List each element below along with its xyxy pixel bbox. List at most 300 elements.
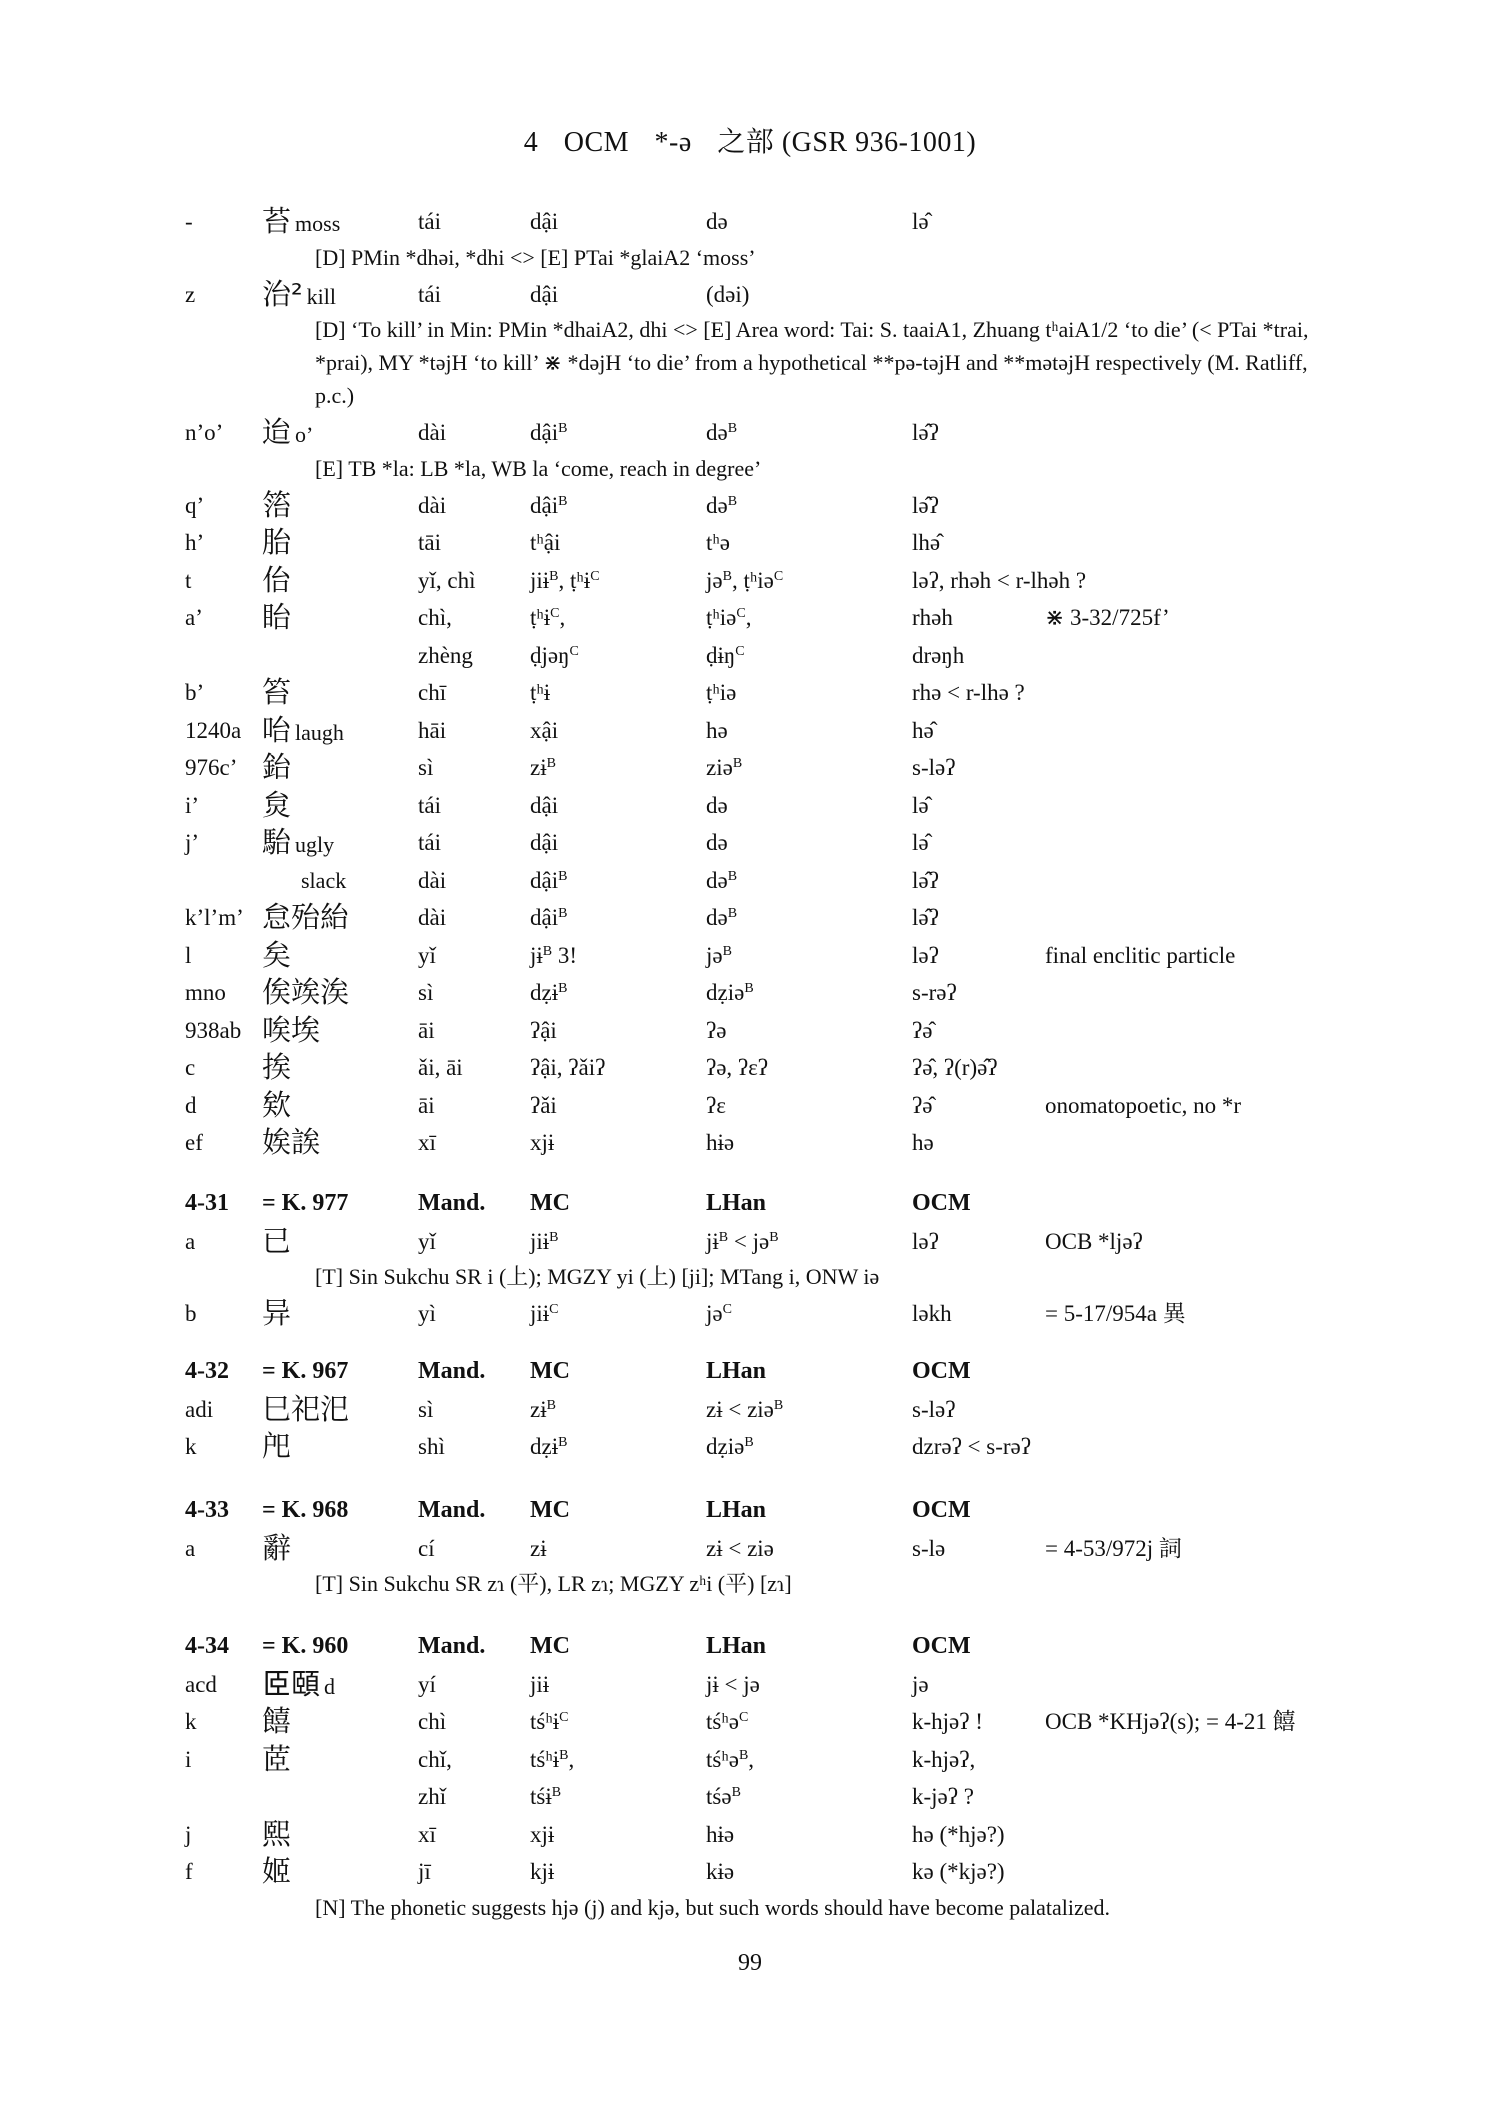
- running-header: [0, 120, 1500, 160]
- character-cell: [262, 1124, 324, 1164]
- middle-chinese: jiɨ$^B$: [530, 1228, 559, 1254]
- entry-row: [0, 1853, 1500, 1891]
- entry-row: [0, 637, 1500, 675]
- character-cell: [262, 487, 295, 527]
- old-chinese-minimal: lə̂ʔ: [912, 867, 939, 893]
- entry-row: [0, 1778, 1500, 1816]
- old-chinese-minimal: s-rəʔ: [912, 980, 957, 1005]
- old-chinese-minimal: ləkh: [912, 1301, 952, 1326]
- middle-chinese: kjɨ: [530, 1859, 555, 1884]
- entry-row: [0, 487, 1500, 525]
- old-chinese-minimal: lə̂ʔ: [912, 492, 939, 518]
- later-han: hə: [706, 717, 728, 743]
- chinese-character: 咍: [262, 712, 292, 747]
- character-cell: [262, 674, 295, 714]
- chinese-character: 欸: [262, 1087, 292, 1122]
- middle-chinese: ṭʰɨ$^C$,: [530, 605, 566, 630]
- karlgren-ref: = K. 977: [262, 1190, 349, 1216]
- entry-block-4-33: [0, 1492, 1500, 1602]
- mandarin-column-header: Mand.: [418, 1633, 486, 1659]
- middle-chinese: dậi: [530, 830, 559, 855]
- entry-row: [0, 599, 1500, 637]
- middle-chinese: zɨ$^B$: [530, 1396, 556, 1422]
- later-han: ʔə, ʔɛʔ: [706, 1055, 768, 1080]
- old-chinese-minimal: s-ləʔ: [912, 1396, 956, 1422]
- english-gloss: kill: [306, 283, 336, 309]
- chinese-character: 怠殆紿: [262, 900, 350, 934]
- old-chinese-minimal: hə: [912, 1130, 934, 1155]
- mandarin-column-header: Mand.: [418, 1497, 486, 1523]
- mandarin-reading: chī: [418, 680, 447, 705]
- mandarin-reading: zhǐ: [418, 1784, 447, 1809]
- rhyme-label: *-ə: [654, 127, 692, 158]
- middle-chinese: xậi: [530, 717, 559, 743]
- entry-block-4-34: [0, 1628, 1500, 1926]
- mandarin-reading: yì: [418, 1301, 436, 1326]
- entry-row: [0, 899, 1500, 937]
- entry-id: a: [185, 1535, 196, 1561]
- section-heading-row: [0, 1628, 1500, 1666]
- later-han: jə$^B$, ṭʰiə$^C$: [706, 567, 784, 593]
- mandarin-reading: dài: [418, 420, 447, 445]
- later-han: kɨə: [706, 1859, 735, 1884]
- entry-id: k: [185, 1709, 197, 1734]
- entry-row: [0, 787, 1500, 825]
- entry-id: t: [185, 567, 192, 593]
- entry-row: [0, 712, 1500, 750]
- character-cell: [262, 599, 295, 639]
- mandarin-reading: sì: [418, 755, 434, 780]
- entry-row: [0, 1124, 1500, 1162]
- rhyme-group-cjk: 之部: [717, 125, 775, 158]
- later-han: (dəi): [706, 281, 750, 307]
- middle-chinese: ʔǎi: [530, 1092, 557, 1118]
- character-cell: [262, 1223, 295, 1263]
- entry-id: n’o’: [185, 420, 224, 445]
- entry-comment: final enclitic particle: [1045, 942, 1236, 968]
- mandarin-reading: āi: [418, 1017, 435, 1043]
- entry-id: -: [185, 209, 193, 234]
- chinese-character: 巳祀汜: [262, 1391, 350, 1426]
- entry-row: [0, 862, 1500, 900]
- later-han: ʔə: [706, 1017, 727, 1043]
- entry-row: [0, 276, 1500, 314]
- entry-row: [0, 1428, 1500, 1466]
- entry-id: i: [185, 1746, 192, 1772]
- character-cell: [262, 974, 353, 1014]
- middle-chinese: zɨ$^B$: [530, 755, 556, 780]
- entry-id: k: [185, 1434, 197, 1459]
- character-cell: [262, 937, 295, 977]
- entry-row: [0, 524, 1500, 562]
- karlgren-ref: = K. 968: [262, 1497, 349, 1523]
- middle-chinese: xjɨ: [530, 1130, 555, 1155]
- mandarin-reading: sì: [418, 980, 434, 1005]
- entry-block-4-30: [0, 203, 1500, 1162]
- middle-chinese: dậi: [530, 209, 559, 234]
- section-number: 4-32: [185, 1358, 229, 1384]
- chinese-character: 箈: [262, 487, 292, 522]
- character-cell: [262, 1666, 335, 1706]
- old-chinese-minimal: s-lə: [912, 1535, 946, 1561]
- later-han: jɨ$^B$ < jə$^B$: [706, 1228, 779, 1254]
- old-chinese-minimal: rhəh: [912, 605, 953, 630]
- english-gloss: o’: [295, 422, 314, 447]
- chinese-character: 戺: [262, 1429, 292, 1463]
- old-chinese-minimal: lə̂ʔ: [912, 905, 939, 930]
- entry-id: h’: [185, 530, 205, 555]
- mandarin-reading: yǐ: [418, 1228, 436, 1254]
- entry-comment: = 5-17/954a 異: [1045, 1301, 1186, 1326]
- later-han: tśʰə$^B$,: [706, 1746, 755, 1772]
- mandarin-reading: xī: [418, 1821, 436, 1847]
- character-cell: [262, 203, 340, 243]
- old-chinese-minimal: lə̂: [912, 209, 929, 234]
- later-han: də$^B$: [706, 492, 738, 518]
- character-cell: [262, 1012, 324, 1052]
- ocm-column-header: OCM: [912, 1497, 971, 1523]
- chinese-character: 駘: [262, 825, 292, 859]
- section-number: 4-34: [185, 1633, 229, 1659]
- old-chinese-minimal: k-hjəʔ !: [912, 1709, 983, 1734]
- mandarin-reading: dài: [418, 905, 447, 930]
- old-chinese-minimal: kə (*kjə?): [912, 1859, 1005, 1884]
- english-gloss: ugly: [295, 832, 335, 857]
- mandarin-reading: shì: [418, 1434, 445, 1459]
- mandarin-reading: hāi: [418, 717, 447, 743]
- entry-id: mno: [185, 980, 226, 1005]
- entry-id: b’: [185, 680, 205, 705]
- entry-id: adi: [185, 1396, 214, 1422]
- later-han: ṭʰiə$^C$,: [706, 605, 752, 630]
- entry-row: [0, 1049, 1500, 1087]
- middle-chinese: tśɨ$^B$: [530, 1784, 562, 1809]
- chinese-character: 𦣞頤: [262, 1666, 321, 1701]
- later-han: jə$^C$: [706, 1301, 732, 1326]
- chinese-character: 迨: [262, 415, 292, 449]
- middle-chinese: ʔậi: [530, 1017, 557, 1043]
- mandarin-reading: jī: [418, 1859, 431, 1884]
- chinese-character: 熙: [262, 1816, 292, 1851]
- later-han: tśə$^B$: [706, 1784, 741, 1809]
- entry-id: k’l’m’: [185, 905, 244, 930]
- later-han: dẓiə$^B$: [706, 1434, 754, 1459]
- character-cell: [262, 899, 353, 939]
- entry-comment: OCB *KHjəʔ(s); = 4-21 饎: [1045, 1709, 1296, 1734]
- later-han: zɨ < ziə$^B$: [706, 1396, 784, 1422]
- middle-chinese: ṭʰɨ: [530, 680, 551, 705]
- entry-row: [0, 1391, 1500, 1429]
- ocm-column-header: OCM: [912, 1190, 971, 1216]
- mandarin-reading: zhèng: [418, 642, 473, 668]
- english-gloss: moss: [295, 211, 341, 236]
- chinese-character: 苔: [262, 204, 292, 238]
- entry-row: [0, 1703, 1500, 1741]
- chinese-character: 辭: [262, 1530, 292, 1565]
- chinese-character: 茝: [262, 1741, 292, 1776]
- middle-chinese: tśʰɨ$^C$: [530, 1709, 569, 1734]
- entry-note: [T] Sin Sukchu SR i (上); MGZY yi (上) [ji]; MTang i, ONW iə: [315, 1264, 880, 1289]
- section-heading-row: [0, 1185, 1500, 1223]
- old-chinese-minimal: k-jəʔ ?: [912, 1784, 974, 1809]
- entry-comment: ⋇ 3-32/725f’: [1045, 605, 1170, 630]
- karlgren-ref: = K. 967: [262, 1358, 349, 1384]
- old-chinese-minimal: hə̂: [912, 717, 934, 743]
- entry-row: [0, 749, 1500, 787]
- later-han: də: [706, 209, 728, 234]
- middle-chinese: dẓɨ$^B$: [530, 1434, 568, 1459]
- character-cell: [262, 1816, 295, 1856]
- entry-block-4-31: [0, 1185, 1500, 1333]
- character-cell: [262, 787, 295, 827]
- entry-row: [0, 1012, 1500, 1050]
- lhan-column-header: LHan: [706, 1633, 767, 1659]
- lhan-column-header: LHan: [706, 1190, 767, 1216]
- later-han: jə$^B$: [706, 942, 732, 968]
- section-number: 4-31: [185, 1190, 229, 1216]
- character-cell: [262, 1703, 295, 1743]
- mandarin-reading: ǎi, āi: [418, 1055, 463, 1080]
- later-han: də: [706, 792, 728, 818]
- later-han: tśʰə$^C$: [706, 1709, 749, 1734]
- chinese-character: 佁: [262, 562, 292, 597]
- character-cell: [262, 1428, 295, 1468]
- chinese-character: 已: [262, 1223, 292, 1258]
- old-chinese-minimal: drəŋh: [912, 642, 965, 668]
- mandarin-reading: tāi: [418, 530, 441, 555]
- mandarin-reading: tái: [418, 209, 441, 234]
- entry-row: [0, 562, 1500, 600]
- mandarin-reading: yí: [418, 1671, 436, 1697]
- entry-id: b: [185, 1301, 197, 1326]
- middle-chinese: dậi$^B$: [530, 905, 568, 930]
- old-chinese-minimal: s-ləʔ: [912, 755, 956, 780]
- middle-chinese: jiɨ$^C$: [530, 1301, 559, 1326]
- middle-chinese: dậi: [530, 281, 559, 307]
- lhan-column-header: LHan: [706, 1497, 767, 1523]
- later-han: də$^B$: [706, 420, 738, 445]
- entry-id: j: [185, 1821, 192, 1847]
- mc-column-header: MC: [530, 1497, 570, 1523]
- entry-row: [0, 974, 1500, 1012]
- middle-chinese: xjɨ: [530, 1821, 555, 1847]
- entry-comment: onomatopoetic, no *r: [1045, 1092, 1242, 1118]
- entry-note: [E] TB *la: LB *la, WB la ‘come, reach in degree’: [315, 455, 762, 481]
- character-cell: [262, 562, 295, 602]
- later-han: ṭʰiə: [706, 680, 737, 705]
- mandarin-reading: tái: [418, 792, 441, 818]
- character-cell: [262, 637, 266, 677]
- old-chinese-minimal: ləʔ: [912, 942, 939, 968]
- later-han: də$^B$: [706, 867, 738, 893]
- entry-row: [0, 1666, 1500, 1704]
- later-han: tʰə: [706, 530, 730, 555]
- entry-id: ef: [185, 1130, 203, 1155]
- chinese-character: 俟竢涘: [262, 975, 350, 1009]
- mandarin-reading: xī: [418, 1130, 436, 1155]
- english-gloss: slack: [301, 867, 347, 893]
- old-chinese-minimal: hə (*hjə?): [912, 1821, 1005, 1847]
- chapter-number: 4: [523, 127, 539, 158]
- middle-chinese: dậi$^B$: [530, 492, 568, 518]
- middle-chinese: jiɨ$^B$, ṭʰɨ$^C$: [530, 567, 600, 593]
- old-chinese-minimal: jə: [912, 1671, 929, 1697]
- mandarin-reading: chì,: [418, 605, 452, 630]
- chinese-character: 笞: [262, 675, 292, 709]
- mandarin-reading: dài: [418, 867, 447, 893]
- old-chinese-minimal: ʔə̂, ʔ(r)ə̂ʔ: [912, 1055, 998, 1080]
- entry-id: a: [185, 1228, 196, 1254]
- middle-chinese: dậi: [530, 792, 559, 818]
- later-han: jɨ < jə: [706, 1671, 760, 1697]
- character-cell: [262, 712, 344, 752]
- middle-chinese: dẓɨ$^B$: [530, 980, 568, 1005]
- later-han: ziə$^B$: [706, 755, 743, 780]
- middle-chinese: tʰậi: [530, 530, 561, 555]
- middle-chinese: dậi$^B$: [530, 420, 568, 445]
- later-han: də: [706, 830, 728, 855]
- mandarin-reading: yǐ: [418, 942, 436, 968]
- section-number: 4-33: [185, 1497, 229, 1523]
- chinese-character: 眙: [262, 600, 292, 634]
- entry-row: [0, 1741, 1500, 1779]
- character-cell: [262, 1087, 295, 1127]
- entry-id: j’: [185, 830, 200, 855]
- character-cell: [262, 1295, 295, 1335]
- entry-row: [0, 824, 1500, 862]
- entry-id: 938ab: [185, 1017, 242, 1043]
- entry-row: [0, 1530, 1500, 1568]
- character-cell: [262, 1391, 353, 1431]
- middle-chinese: ḍjəŋ$^C$: [530, 642, 579, 668]
- mandarin-reading: dài: [418, 492, 447, 518]
- later-han: hɨə: [706, 1130, 735, 1155]
- character-cell: [262, 1741, 295, 1781]
- old-chinese-minimal: lə̂: [912, 830, 929, 855]
- mc-column-header: MC: [530, 1190, 570, 1216]
- old-chinese-minimal: lə̂ʔ: [912, 420, 939, 445]
- chinese-character: 胎: [262, 525, 292, 559]
- english-gloss: laugh: [295, 719, 344, 745]
- mandarin-column-header: Mand.: [418, 1358, 486, 1384]
- entry-id: d: [185, 1092, 197, 1118]
- entry-row: [0, 1223, 1500, 1261]
- entry-comment: = 4-53/972j 詞: [1045, 1535, 1182, 1561]
- chinese-character: 唉埃: [262, 1012, 321, 1047]
- entry-row: [0, 414, 1500, 452]
- middle-chinese: jiɨ: [530, 1671, 550, 1697]
- entry-id: 976c’: [185, 755, 238, 780]
- old-chinese-minimal: ləʔ: [912, 1228, 939, 1254]
- old-chinese-minimal: ʔə̂: [912, 1092, 933, 1118]
- english-gloss: d: [324, 1673, 336, 1699]
- later-han: zɨ < ziə: [706, 1535, 774, 1561]
- later-han: hɨə: [706, 1821, 735, 1847]
- chinese-character: 姬: [262, 1854, 292, 1888]
- later-han: ʔɛ: [706, 1092, 726, 1118]
- character-cell: [262, 524, 295, 564]
- karlgren-ref: = K. 960: [262, 1633, 349, 1659]
- middle-chinese: jɨ$^B$ 3!: [530, 942, 578, 968]
- mc-column-header: MC: [530, 1633, 570, 1659]
- mc-column-header: MC: [530, 1358, 570, 1384]
- entry-id: acd: [185, 1671, 217, 1697]
- chinese-character: 娭誒: [262, 1125, 321, 1159]
- ocm-column-header: OCM: [912, 1633, 971, 1659]
- mandarin-reading: chì: [418, 1709, 447, 1734]
- character-cell: [297, 862, 346, 900]
- entry-id: z: [185, 281, 196, 307]
- chinese-character: 矣: [262, 937, 292, 972]
- gsr-range: (GSR 936-1001): [781, 127, 977, 158]
- character-cell: [262, 749, 295, 789]
- mandarin-reading: tái: [418, 281, 441, 307]
- entry-row: [0, 1295, 1500, 1333]
- page-number: 99: [738, 1950, 762, 1976]
- mandarin-reading: yǐ, chì: [418, 567, 476, 593]
- section-heading-row: [0, 1492, 1500, 1530]
- ocm-label: OCM: [563, 127, 630, 158]
- entry-row: [0, 1087, 1500, 1125]
- character-cell: [262, 414, 313, 454]
- middle-chinese: ʔậi, ʔǎiʔ: [530, 1055, 606, 1080]
- entry-row: [0, 1816, 1500, 1854]
- mandarin-reading: chǐ,: [418, 1746, 452, 1772]
- chinese-character: 治²: [262, 276, 303, 311]
- entry-comment: OCB *ljəʔ: [1045, 1228, 1143, 1254]
- mandarin-reading: āi: [418, 1092, 435, 1118]
- old-chinese-minimal: k-hjəʔ,: [912, 1746, 976, 1772]
- mandarin-reading: cí: [418, 1535, 435, 1561]
- later-han: dẓiə$^B$: [706, 980, 754, 1005]
- character-cell: [262, 824, 334, 864]
- character-cell: [262, 1530, 295, 1570]
- middle-chinese: tśʰɨ$^B$,: [530, 1746, 575, 1772]
- old-chinese-minimal: ʔə̂: [912, 1017, 933, 1043]
- old-chinese-minimal: dzrəʔ < s-rəʔ: [912, 1434, 1031, 1459]
- chinese-character: 鈶: [262, 750, 292, 784]
- old-chinese-minimal: ləʔ, rhəh < r-lhəh ?: [912, 567, 1087, 593]
- ocm-column-header: OCM: [912, 1358, 971, 1384]
- later-han: də$^B$: [706, 905, 738, 930]
- entry-id: c: [185, 1055, 196, 1080]
- entry-row: [0, 674, 1500, 712]
- chinese-character: 挨: [262, 1050, 292, 1084]
- entry-note: [T] Sin Sukchu SR zɿ (平), LR zɿ; MGZY zʰi (平) [zɿ]: [315, 1571, 792, 1596]
- character-cell: [262, 1853, 295, 1893]
- mandarin-column-header: Mand.: [418, 1190, 486, 1216]
- middle-chinese: dậi$^B$: [530, 867, 568, 893]
- character-cell: [262, 276, 336, 316]
- entry-id: i’: [185, 792, 200, 818]
- old-chinese-minimal: lə̂: [912, 792, 929, 818]
- entry-row: [0, 203, 1500, 241]
- character-cell: [262, 1049, 295, 1089]
- entry-id: l: [185, 942, 192, 968]
- entry-note: [N] The phonetic suggests hjə (j) and kjə, but such words should have become palatalized.: [315, 1894, 1111, 1920]
- mandarin-reading: sì: [418, 1396, 434, 1422]
- chinese-character: 饎: [262, 1704, 292, 1738]
- character-cell: [262, 1778, 266, 1818]
- chinese-character: 炱: [262, 787, 292, 822]
- old-chinese-minimal: rhə < r-lhə ?: [912, 680, 1025, 705]
- chinese-character: 异: [262, 1296, 292, 1330]
- entry-note: [D] PMin *dhəi, *dhi <> [E] PTai *glaiA2 ‘moss’: [315, 244, 756, 270]
- old-chinese-minimal: lhə̂: [912, 530, 941, 555]
- entry-id: q’: [185, 492, 205, 518]
- entry-id: 1240a: [185, 717, 242, 743]
- entry-row: [0, 937, 1500, 975]
